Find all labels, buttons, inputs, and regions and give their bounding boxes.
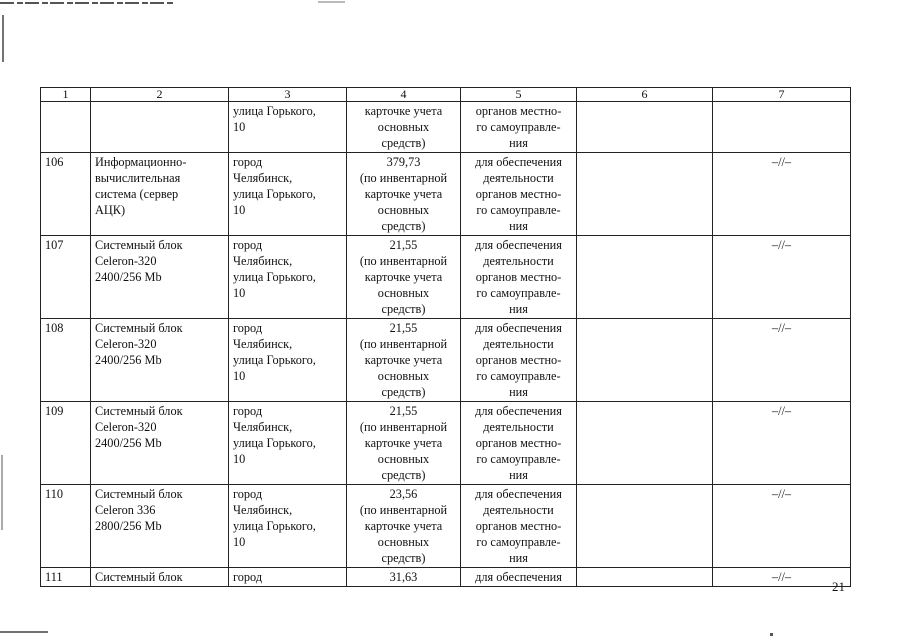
table-cell-c6 (577, 568, 713, 587)
table-cell-c6 (577, 236, 713, 319)
table-cell-c6 (577, 102, 713, 153)
cell-text-line: карточке учета (364, 187, 443, 201)
cell-text-line: 21,55 (389, 238, 418, 252)
table-cell-c1 (41, 102, 91, 153)
cell-text-line: органов местно- (475, 270, 562, 284)
column-header: 4 (347, 88, 461, 102)
cell-text-line: карточке учета (364, 270, 443, 284)
table-row (41, 402, 851, 485)
cell-text-line: карточке учета (364, 104, 443, 118)
table-cell-c3 (229, 485, 347, 568)
table-cell-c7: –//– (713, 568, 851, 587)
cell-text-line: деятельности (483, 171, 554, 185)
cell-text-line: 31,63 (389, 570, 418, 584)
cell-text-line: город (233, 404, 263, 418)
table-cell-c7: –//– (713, 402, 851, 485)
table-cell-c2 (91, 568, 229, 587)
cell-text-line: город (233, 238, 263, 252)
property-register-table (40, 87, 851, 587)
cell-text-line: го самоуправле- (476, 286, 561, 300)
table-cell-c7: –//– (713, 485, 851, 568)
cell-text-line: 10 (233, 203, 246, 217)
cell-text-line: улица Горького, (233, 436, 316, 450)
cell-text-line: 2800/256 Mb (95, 519, 162, 533)
cell-text-line: (по инвентарной (359, 503, 448, 517)
table-cell-c4 (347, 485, 461, 568)
cell-text-line: средств) (381, 468, 426, 482)
table-cell-c3 (229, 568, 347, 587)
cell-text-line: Системный блок (95, 570, 183, 584)
cell-text-line: основных (377, 369, 430, 383)
table-cell-c4 (347, 568, 461, 587)
cell-text-line: 10 (233, 286, 246, 300)
cell-text-line: улица Горького, (233, 519, 316, 533)
table-cell-c3 (229, 153, 347, 236)
table-cell-c5 (461, 568, 577, 587)
cell-text-line: город (233, 487, 263, 501)
cell-text-line: основных (377, 120, 430, 134)
table-cell-c1: 106 (41, 153, 91, 236)
cell-text-line: го самоуправле- (476, 203, 561, 217)
scan-artifact-left (0, 0, 8, 640)
cell-text-line: Челябинск, (233, 503, 293, 517)
cell-text-line: средств) (381, 136, 426, 150)
cell-text-line: карточке учета (364, 436, 443, 450)
cell-text-line: город (233, 321, 263, 335)
cell-text-line: основных (377, 535, 430, 549)
cell-text-line: средств) (381, 551, 426, 565)
table-body (41, 102, 851, 587)
cell-text-line: Челябинск, (233, 171, 293, 185)
table-row (41, 485, 851, 568)
table-cell-c4 (347, 153, 461, 236)
table-cell-c5 (461, 153, 577, 236)
cell-text-line: карточке учета (364, 353, 443, 367)
cell-text-line: органов местно- (475, 519, 562, 533)
table-cell-c4 (347, 236, 461, 319)
cell-text-line: 21,55 (389, 321, 418, 335)
cell-text-line: органов местно- (475, 104, 562, 118)
cell-text-line: 379,73 (386, 155, 421, 169)
table-cell-c6 (577, 485, 713, 568)
cell-text-line: ния (509, 219, 528, 233)
table-row (41, 568, 851, 587)
cell-text-line: деятельности (483, 337, 554, 351)
cell-text-line: для обеспечения (475, 155, 562, 169)
table-cell-c1: 108 (41, 319, 91, 402)
table-cell-c3 (229, 236, 347, 319)
cell-text-line: 2400/256 Mb (95, 353, 162, 367)
table-cell-c7: –//– (713, 153, 851, 236)
column-header: 7 (713, 88, 851, 102)
cell-text-line: для обеспечения (475, 570, 562, 584)
cell-text-line: органов местно- (475, 353, 562, 367)
cell-text-line: основных (377, 452, 430, 466)
cell-text-line: город (233, 570, 263, 584)
cell-text-line: 23,56 (389, 487, 418, 501)
cell-text-line: го самоуправле- (476, 120, 561, 134)
table-cell-c1: 107 (41, 236, 91, 319)
table-cell-c2 (91, 485, 229, 568)
table-cell-c2 (91, 319, 229, 402)
cell-text-line: органов местно- (475, 436, 562, 450)
table-cell-c6 (577, 319, 713, 402)
table-row (41, 153, 851, 236)
column-header: 3 (229, 88, 347, 102)
cell-text-line: 10 (233, 369, 246, 383)
cell-text-line: 21,55 (389, 404, 418, 418)
cell-text-line: улица Горького, (233, 104, 316, 118)
cell-text-line: го самоуправле- (476, 535, 561, 549)
table-row (41, 102, 851, 153)
cell-text-line: органов местно- (475, 187, 562, 201)
table-cell-c6 (577, 402, 713, 485)
cell-text-line: Системный блок (95, 404, 183, 418)
cell-text-line: (по инвентарной (359, 420, 448, 434)
table-cell-c5 (461, 236, 577, 319)
cell-text-line: Celeron-320 (95, 420, 157, 434)
cell-text-line: го самоуправле- (476, 369, 561, 383)
cell-text-line: основных (377, 286, 430, 300)
cell-text-line: (по инвентарной (359, 171, 448, 185)
cell-text-line: АЦК) (95, 203, 126, 217)
cell-text-line: улица Горького, (233, 187, 316, 201)
table-cell-c4 (347, 402, 461, 485)
cell-text-line: Челябинск, (233, 254, 293, 268)
table-cell-c2 (91, 402, 229, 485)
table-cell-c7: –//– (713, 236, 851, 319)
cell-text-line: Celeron-320 (95, 337, 157, 351)
table-cell-c2 (91, 102, 229, 153)
cell-text-line: ния (509, 551, 528, 565)
cell-text-line: карточке учета (364, 519, 443, 533)
cell-text-line: Челябинск, (233, 337, 293, 351)
cell-text-line: для обеспечения (475, 487, 562, 501)
cell-text-line: Celeron-320 (95, 254, 157, 268)
cell-text-line: 10 (233, 120, 246, 134)
cell-text-line: (по инвентарной (359, 337, 448, 351)
scan-artifact-top (0, 0, 905, 14)
cell-text-line: Системный блок (95, 238, 183, 252)
cell-text-line: город (233, 155, 263, 169)
scan-artifact-bottom (0, 618, 905, 640)
table-cell-c5 (461, 319, 577, 402)
table-row (41, 236, 851, 319)
cell-text-line: Информационно- (95, 155, 187, 169)
table-cell-c3 (229, 102, 347, 153)
table-cell-c4 (347, 102, 461, 153)
cell-text-line: деятельности (483, 503, 554, 517)
cell-text-line: основных (377, 203, 430, 217)
cell-text-line: Челябинск, (233, 420, 293, 434)
table-row (41, 319, 851, 402)
cell-text-line: средств) (381, 219, 426, 233)
cell-text-line: улица Горького, (233, 353, 316, 367)
cell-text-line: 2400/256 Mb (95, 436, 162, 450)
table-cell-c3 (229, 402, 347, 485)
cell-text-line: ния (509, 468, 528, 482)
table-cell-c3 (229, 319, 347, 402)
cell-text-line: ния (509, 302, 528, 316)
table-cell-c5 (461, 485, 577, 568)
cell-text-line: вычислительная (95, 171, 181, 185)
table-header-row (41, 88, 851, 102)
page-number: 21 (832, 579, 845, 594)
cell-text-line: 10 (233, 535, 246, 549)
column-header: 2 (91, 88, 229, 102)
column-header: 5 (461, 88, 577, 102)
table-cell-c1: 109 (41, 402, 91, 485)
table-cell-c2 (91, 236, 229, 319)
table-cell-c1: 111 (41, 568, 91, 587)
cell-text-line: Системный блок (95, 487, 183, 501)
cell-text-line: ния (509, 385, 528, 399)
cell-text-line: улица Горького, (233, 270, 316, 284)
table-cell-c6 (577, 153, 713, 236)
table-cell-c5 (461, 402, 577, 485)
cell-text-line: (по инвентарной (359, 254, 448, 268)
cell-text-line: система (сервер (95, 187, 179, 201)
table-cell-c1: 110 (41, 485, 91, 568)
table-cell-c7: –//– (713, 319, 851, 402)
cell-text-line: деятельности (483, 254, 554, 268)
column-header: 1 (41, 88, 91, 102)
cell-text-line: Системный блок (95, 321, 183, 335)
cell-text-line: для обеспечения (475, 404, 562, 418)
column-header: 6 (577, 88, 713, 102)
cell-text-line: для обеспечения (475, 321, 562, 335)
table-cell-c4 (347, 319, 461, 402)
cell-text-line: для обеспечения (475, 238, 562, 252)
cell-text-line: средств) (381, 302, 426, 316)
table-cell-c5 (461, 102, 577, 153)
cell-text-line: 2400/256 Mb (95, 270, 162, 284)
table-cell-c7 (713, 102, 851, 153)
cell-text-line: го самоуправле- (476, 452, 561, 466)
cell-text-line: ния (509, 136, 528, 150)
cell-text-line: деятельности (483, 420, 554, 434)
cell-text-line: Celeron 336 (95, 503, 156, 517)
table-cell-c2 (91, 153, 229, 236)
cell-text-line: 10 (233, 452, 246, 466)
cell-text-line: средств) (381, 385, 426, 399)
